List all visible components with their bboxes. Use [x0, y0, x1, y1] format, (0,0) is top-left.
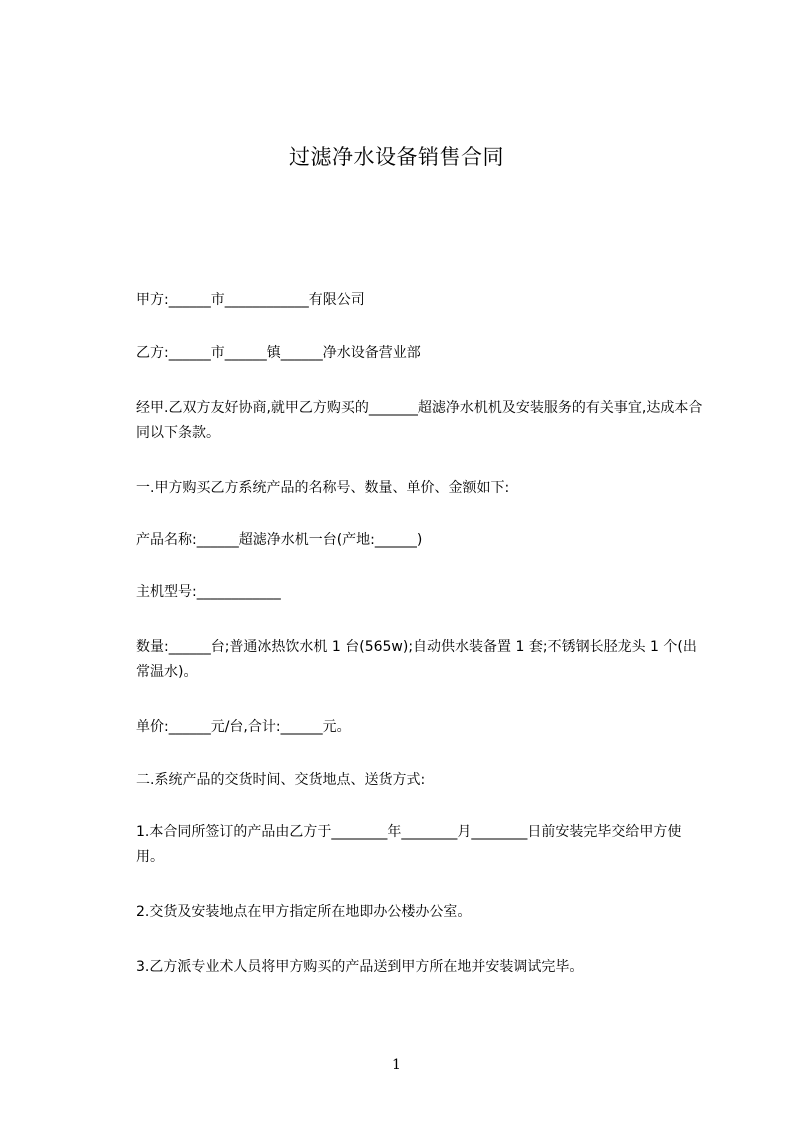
- delivery-item-3: 3.乙方派专业术人员将甲方购买的产品送到甲方所在地并安装调试完毕。: [136, 959, 584, 975]
- section-1-heading: 一.甲方购买乙方系统产品的名称号、数量、单价、金额如下:: [136, 480, 510, 496]
- party-b-line: 乙方:______市______镇______净水设备营业部: [136, 345, 421, 361]
- intro-paragraph: 经甲.乙双方友好协商,就甲乙方购买的_______超滤净水机机及安装服务的有关事宜,达成本合同以下条款。: [136, 400, 703, 441]
- model-line: 主机型号:____________: [136, 584, 281, 600]
- quantity-paragraph: 数量:______台;普通冰热饮水机 1 台(565w);自动供水装备置 1 套;不锈钢长胫龙头 1 个(出常温水)。: [136, 639, 697, 680]
- product-name-line: 产品名称:______超滤净水机一台(产地:______): [136, 532, 423, 548]
- page-number: 1: [392, 1057, 401, 1073]
- unit-price-line: 单价:______元/台,合计:______元。: [136, 719, 351, 735]
- section-2-heading: 二.系统产品的交货时间、交货地点、送货方式:: [136, 772, 426, 788]
- party-a-line: 甲方:______市____________有限公司: [136, 292, 365, 308]
- delivery-item-1: 1.本合同所签订的产品由乙方于________年________月________日前安装完毕交给甲方使用。: [136, 824, 682, 865]
- delivery-item-2: 2.交货及安装地点在甲方指定所在地即办公楼办公室。: [136, 904, 472, 920]
- document-title: 过滤净水设备销售合同: [289, 145, 504, 169]
